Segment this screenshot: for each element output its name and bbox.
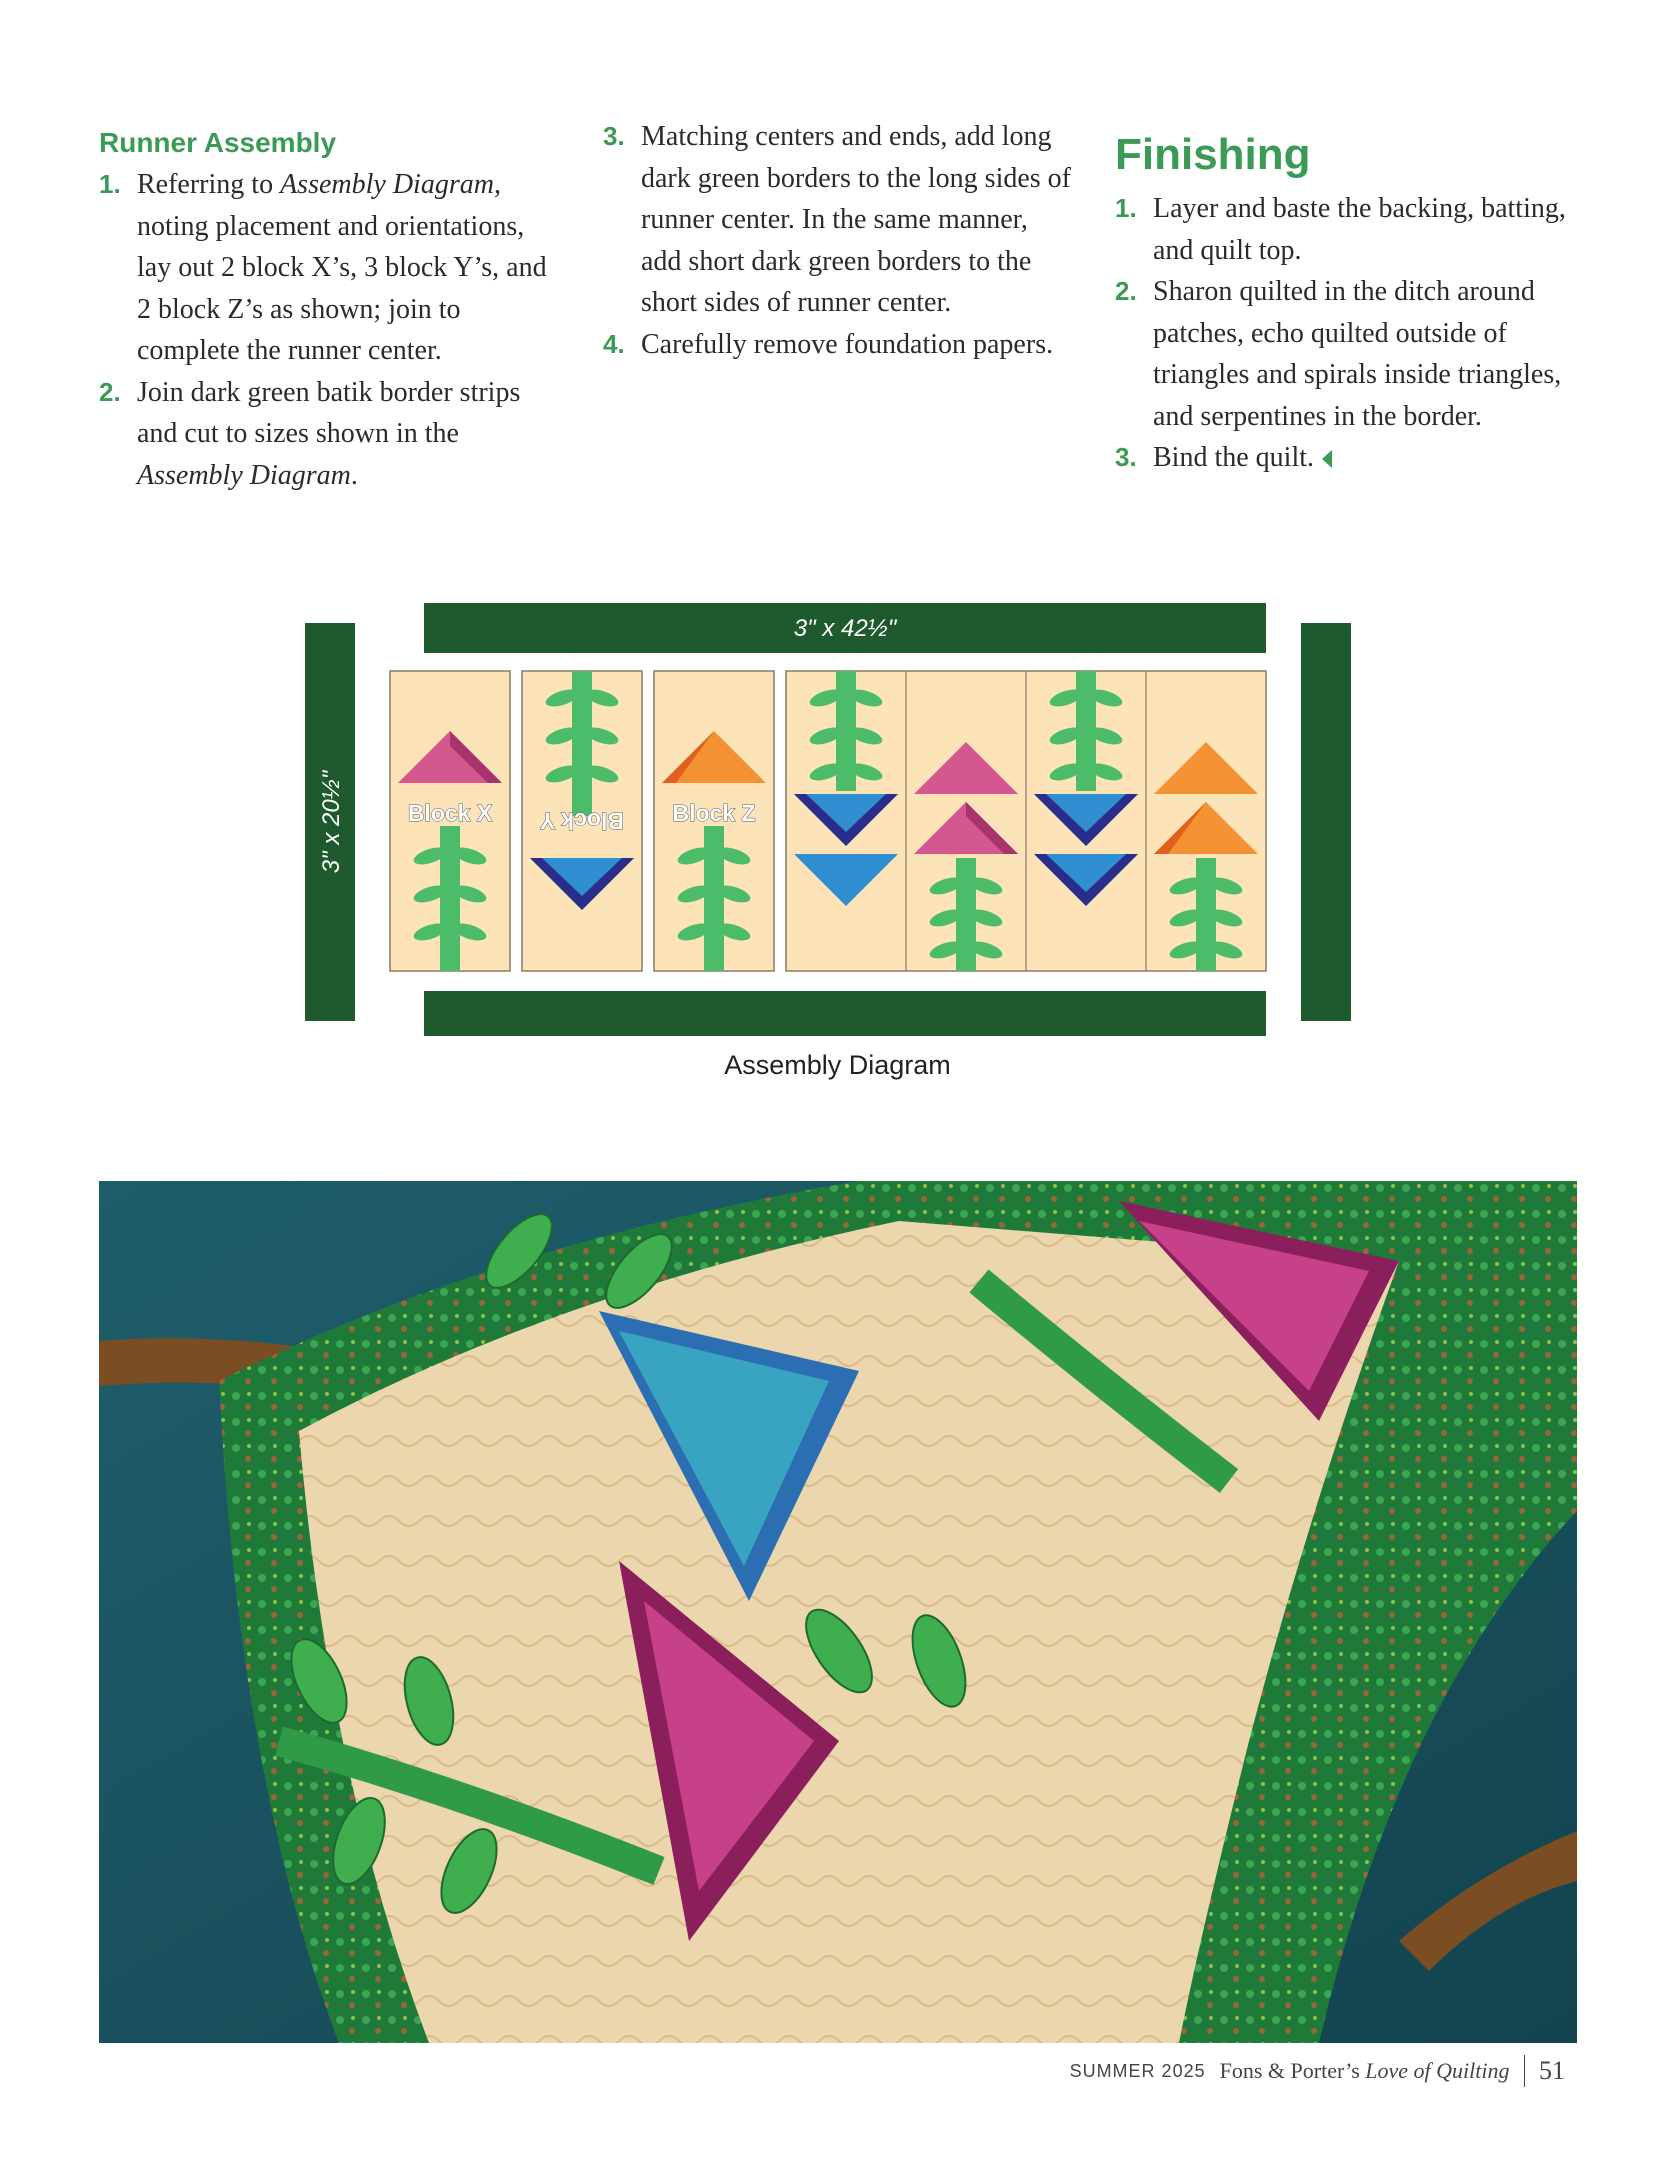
diagram-caption: Assembly Diagram <box>724 1050 951 1080</box>
runner-step-3: 3. Matching centers and ends, add long dark green borders to the long sides of runner center. In the same manner, add short dark green borders to the short sides of runner center. <box>603 116 1073 324</box>
short-border-label: 3" x 20½" <box>318 770 345 874</box>
runner-step-4: 4. Carefully remove foundation papers. <box>603 324 1073 366</box>
step-number: 4. <box>603 328 625 359</box>
footer-divider <box>1524 2055 1526 2087</box>
long-border-label: 3" x 42½" <box>793 615 897 642</box>
runner-step-2: 2. Join dark green batik border strips and cut to sizes shown in the Assembly Diagram. <box>99 372 549 497</box>
right-short-border <box>1301 623 1351 1021</box>
block-z-label: Block Z <box>672 800 756 826</box>
runner-assembly-heading: Runner Assembly <box>99 127 337 158</box>
finishing-column <box>1115 130 1585 479</box>
page-footer <box>1070 2055 1565 2087</box>
finishing-step-1: 1. Layer and baste the backing, batting, and quilt top. <box>1115 188 1585 271</box>
finishing-heading: Finishing <box>1115 130 1311 179</box>
finishing-step-2: 2. Sharon quilted in the ditch around patches, echo quilted outside of triangles and spirals inside triangles, and serpentines in the border. <box>1115 271 1585 437</box>
magazine-name: Fons & Porter’s Love of Quilting <box>1219 2058 1510 2083</box>
step-number: 1. <box>99 169 121 199</box>
block-x-label: Block X <box>407 800 493 826</box>
end-mark-icon <box>1322 450 1332 468</box>
bottom-long-border <box>424 991 1266 1036</box>
page-number: 51 <box>1539 2056 1565 2085</box>
runner-assembly-column-2 <box>603 116 1073 365</box>
step-number: 2. <box>99 376 121 407</box>
finishing-step-3: 3. Bind the quilt. <box>1115 437 1585 479</box>
block-y-label: Block Y <box>540 808 624 834</box>
step-number: 1. <box>1115 193 1137 223</box>
step-number: 3. <box>603 121 625 151</box>
step-number: 2. <box>1115 276 1137 306</box>
quilt-photo <box>99 1181 1577 2043</box>
runner-assembly-column <box>99 126 549 496</box>
step-number: 3. <box>1115 442 1137 472</box>
assembly-diagram <box>300 596 1360 1036</box>
issue-season: SUMMER 2025 <box>1069 2060 1206 2081</box>
joined-blocks <box>786 671 1266 971</box>
runner-step-1: 1. Referring to Assembly Diagram, noting placement and orientations, lay out 2 block X’s, 3 block Y’s, and 2 block Z’s as shown; join to complete the runner center. <box>99 164 549 372</box>
